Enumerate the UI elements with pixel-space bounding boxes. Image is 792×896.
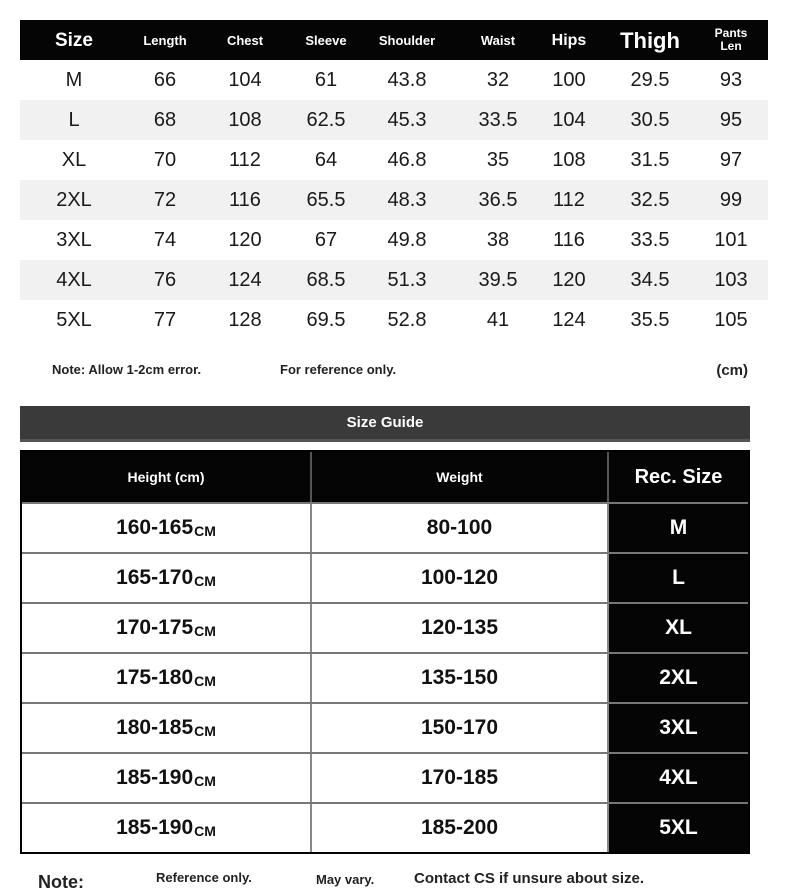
height-cell xyxy=(22,704,312,752)
rec-size-cell: 4XL xyxy=(609,754,748,802)
measurement-table-header xyxy=(20,20,768,60)
measurement-cell: 95 xyxy=(719,108,743,131)
measurement-cell: 35.5 xyxy=(630,308,670,331)
rec-size-cell: 5XL xyxy=(609,804,748,852)
size-guide-body xyxy=(22,502,748,852)
measurement-cell: 70 xyxy=(153,148,177,171)
measurement-cell: 51.3 xyxy=(387,268,427,291)
weight-cell: 150-170 xyxy=(312,704,609,752)
height-unit: CM xyxy=(194,623,216,639)
height-cell xyxy=(22,504,312,552)
height-unit: CM xyxy=(194,673,216,689)
table-row xyxy=(22,802,748,852)
height-range: 180-185 xyxy=(116,716,194,739)
column-header xyxy=(450,34,546,47)
height-unit: CM xyxy=(194,773,216,789)
measurement-cell: 105 xyxy=(714,308,748,331)
height-cell xyxy=(22,654,312,702)
column-header xyxy=(128,34,202,47)
height-cell xyxy=(22,804,312,852)
height-unit: CM xyxy=(194,523,216,539)
measurement-cell: 112 xyxy=(553,188,585,211)
measurement-cell: 99 xyxy=(719,188,743,211)
measurement-table-body xyxy=(20,60,768,340)
weight-cell: 100-120 xyxy=(312,554,609,602)
table-row xyxy=(22,652,748,702)
table-row xyxy=(22,752,748,802)
measurement-cell: 124 xyxy=(552,308,586,331)
measurement-cell: 61 xyxy=(314,68,338,91)
table-row xyxy=(22,552,748,602)
measurement-cell: 101 xyxy=(714,228,748,251)
measurement-cell: 108 xyxy=(552,148,586,171)
column-header xyxy=(202,34,288,47)
measurement-cell: 97 xyxy=(719,148,743,171)
measurement-cell: 49.8 xyxy=(387,228,427,251)
measurement-cell: 76 xyxy=(153,268,177,291)
footer-notes xyxy=(0,862,792,896)
measurement-cell: 34.5 xyxy=(630,268,670,291)
height-range: 185-190 xyxy=(116,766,194,789)
height-range: 175-180 xyxy=(116,666,194,689)
measurement-cell: 43.8 xyxy=(387,68,427,91)
height-range: 165-170 xyxy=(116,566,194,589)
size-cell: L xyxy=(68,108,80,131)
table-row xyxy=(20,140,768,180)
measurement-cell: 100 xyxy=(552,68,586,91)
weight-cell: 135-150 xyxy=(312,654,609,702)
column-header-text: Thigh xyxy=(620,27,680,53)
unit-label: (cm) xyxy=(716,362,748,379)
measurement-cell: 116 xyxy=(229,188,261,211)
size-guide-title: Size Guide xyxy=(20,406,750,442)
size-cell: 4XL xyxy=(56,268,92,291)
measurement-cell: 116 xyxy=(553,228,585,251)
measurement-cell: 48.3 xyxy=(387,188,427,211)
table-row xyxy=(20,100,768,140)
table-row xyxy=(20,60,768,100)
height-unit: CM xyxy=(194,823,216,839)
table-row xyxy=(20,220,768,260)
rec-size-cell: M xyxy=(609,504,748,552)
column-header-text: Waist xyxy=(480,32,516,48)
column-header-text: Shoulder xyxy=(378,32,436,48)
size-cell: 2XL xyxy=(56,188,92,211)
measurement-cell: 68 xyxy=(153,108,177,131)
measurement-cell: 33.5 xyxy=(630,228,670,251)
rec-size-cell: XL xyxy=(609,604,748,652)
column-header xyxy=(20,29,128,51)
measurement-cell: 124 xyxy=(228,268,262,291)
height-range: 170-175 xyxy=(116,616,194,639)
measurement-cell: 77 xyxy=(153,308,177,331)
size-cell: 3XL xyxy=(56,228,92,251)
measurement-cell: 33.5 xyxy=(478,108,518,131)
measurement-cell: 41 xyxy=(486,308,510,331)
measurement-cell: 104 xyxy=(552,108,586,131)
measurement-notes xyxy=(20,358,748,382)
measurement-cell: 68.5 xyxy=(306,268,346,291)
rec-size-cell: 2XL xyxy=(609,654,748,702)
reference-note: For reference only. xyxy=(280,362,397,377)
size-guide-table xyxy=(20,450,750,854)
table-row xyxy=(22,702,748,752)
measurement-cell: 120 xyxy=(228,228,262,251)
table-row xyxy=(22,502,748,552)
height-unit: CM xyxy=(194,573,216,589)
measurement-cell: 67 xyxy=(314,228,338,251)
measurement-cell: 93 xyxy=(719,68,743,91)
measurement-cell: 74 xyxy=(153,228,177,251)
measurement-cell: 64 xyxy=(314,148,338,171)
column-header-text: Len xyxy=(720,39,742,53)
weight-cell: 170-185 xyxy=(312,754,609,802)
height-range: 185-190 xyxy=(116,816,194,839)
measurement-cell: 112 xyxy=(229,148,261,171)
weight-header: Weight xyxy=(312,452,609,502)
table-row xyxy=(20,300,768,340)
rec-size-cell: L xyxy=(609,554,748,602)
footer-vary-note: May vary. xyxy=(316,872,375,887)
column-header-text: Pants xyxy=(714,26,748,40)
size-guide-header xyxy=(22,452,748,502)
height-range: 160-165 xyxy=(116,516,194,539)
height-header: Height (cm) xyxy=(22,452,312,502)
measurement-cell: 62.5 xyxy=(306,108,346,131)
measurement-cell: 38 xyxy=(486,228,510,251)
footer-reference-note: Reference only. xyxy=(156,870,252,885)
measurement-cell: 103 xyxy=(714,268,748,291)
measurement-cell: 69.5 xyxy=(306,308,346,331)
table-row xyxy=(20,180,768,220)
measurement-cell: 36.5 xyxy=(478,188,518,211)
measurement-cell: 128 xyxy=(228,308,262,331)
measurement-cell: 45.3 xyxy=(387,108,427,131)
rec-size-cell: 3XL xyxy=(609,704,748,752)
measurement-cell: 104 xyxy=(228,68,262,91)
measurement-cell: 32 xyxy=(486,68,510,91)
measurement-cell: 39.5 xyxy=(478,268,518,291)
measurement-table xyxy=(20,20,768,340)
table-row xyxy=(22,602,748,652)
error-note: Note: Allow 1-2cm error. xyxy=(52,362,202,377)
column-header-text: Sleeve xyxy=(305,32,347,48)
measurement-cell: 31.5 xyxy=(630,148,670,171)
measurement-cell: 46.8 xyxy=(387,148,427,171)
measurement-cell: 72 xyxy=(153,188,177,211)
measurement-cell: 52.8 xyxy=(387,308,427,331)
footer-contact-note: Contact CS if unsure about size. xyxy=(414,870,645,887)
column-header-text: Size xyxy=(54,29,94,51)
column-header xyxy=(708,27,754,53)
measurement-cell: 65.5 xyxy=(306,188,346,211)
measurement-cell: 32.5 xyxy=(630,188,670,211)
measurement-cell: 30.5 xyxy=(630,108,670,131)
height-unit: CM xyxy=(194,723,216,739)
size-cell: XL xyxy=(61,148,87,171)
measurement-cell: 29.5 xyxy=(630,68,670,91)
height-cell xyxy=(22,554,312,602)
measurement-cell: 108 xyxy=(228,108,262,131)
size-cell: M xyxy=(65,68,83,91)
column-header-text: Length xyxy=(143,32,187,48)
height-cell xyxy=(22,754,312,802)
column-header xyxy=(592,27,708,53)
size-cell: 5XL xyxy=(56,308,92,331)
weight-cell: 120-135 xyxy=(312,604,609,652)
rec-size-header: Rec. Size xyxy=(609,452,748,502)
column-header xyxy=(288,34,364,47)
column-header xyxy=(546,31,592,49)
weight-cell: 80-100 xyxy=(312,504,609,552)
height-cell xyxy=(22,604,312,652)
column-header-text: Chest xyxy=(226,32,264,48)
column-header-text: Hips xyxy=(551,31,587,49)
measurement-cell: 66 xyxy=(153,68,177,91)
table-row xyxy=(20,260,768,300)
measurement-cell: 35 xyxy=(486,148,510,171)
footer-note-label: Note: xyxy=(38,872,84,892)
weight-cell: 185-200 xyxy=(312,804,609,852)
column-header xyxy=(364,34,450,47)
measurement-cell: 120 xyxy=(552,268,586,291)
